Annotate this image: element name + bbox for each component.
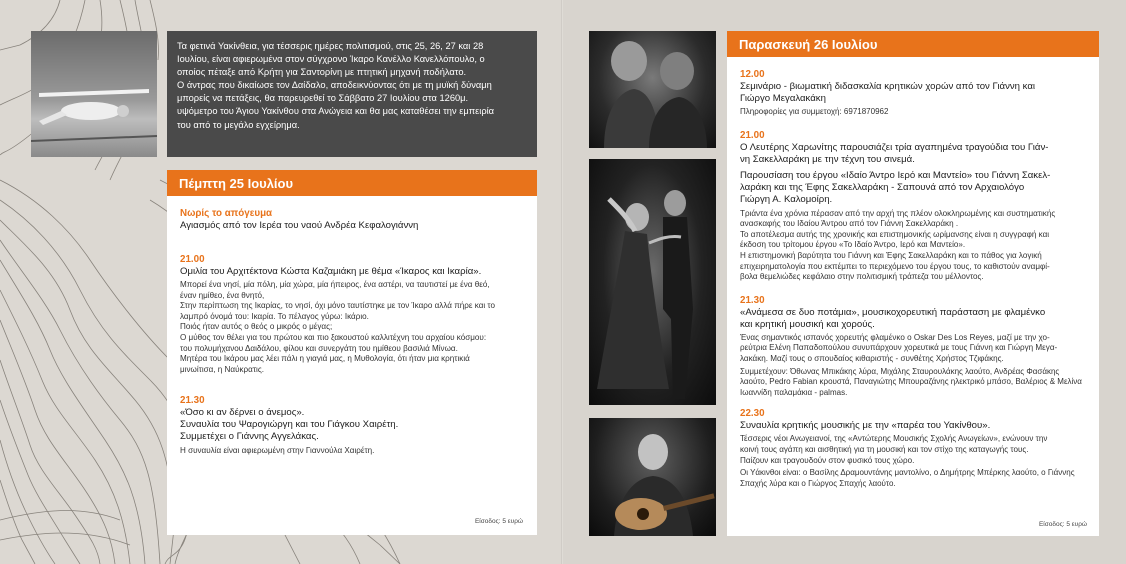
guitarist-photo (589, 418, 716, 536)
intro-line: μπορείς να πετάξεις, θα παρευρεθεί το Σάββατο 27 Ιουλίου στα 1260μ. (177, 93, 469, 104)
event-time: Νωρίς το απόγευμα (180, 208, 273, 219)
event-title: «Όσο κι αν δέρνει ο άνεμος». (180, 407, 305, 419)
event-description: λακάκη. Μαζί τους ο σπουδαίος κιθαριστής - συνθέτης Χρήστος Τζιφάκης. (740, 353, 1004, 363)
event-time: 21.00 (740, 129, 765, 141)
event-title: Ο Λευτέρης Χαρωνίτης παρουσιάζει τρία αγαπημένα τραγούδια του Γιάν- (740, 141, 1049, 153)
event-subtitle: λαράκη και της Έφης Σακελλαράκη - Σαπουνά από τον Αρχαιολόγο (740, 181, 1025, 193)
intro-line: Ιουλίου, είναι αφιερωμένα στον σύγχρονο Ίκαρο Κανέλλο Κανελλόπουλο, ο (177, 54, 485, 65)
event-description: Στην περίπτωση της Ικαρίας, το νησί, όχι μόνο ταυτίστηκε με τον Ίκαρο αλλά πήρε και το (180, 301, 496, 311)
event-description: βολα θεμελιώδες κεφάλαιο στην πολιτισμική τράπεζα του μέλλοντος. (740, 272, 984, 282)
event-description: Τριάντα ένα χρόνια πέρασαν από την αρχή της πλέον ολοκληρωμένης και συστηματικής (740, 208, 1056, 218)
event-credits: Οι Υάκινθοι είναι: ο Βασίλης Δραμουντάνης μαντολίνο, ο Δημήτρης Μπέρκης λαούτο, ο Γιάννης (740, 468, 1075, 478)
intro-line: Τα φετινά Υακίνθεια, για τέσσερις ημέρες πολιτισμού, στις 25, 26, 27 και 28 (177, 41, 484, 51)
event-description: Μητέρα του Ικάρου μας λέει πάλι η γιαγιά μας, η Μυθολογία, ότι ήταν μια κρητικιά (180, 354, 470, 364)
event-description: Πληροφορίες για συμμετοχή: 6971870962 (740, 107, 889, 116)
event-description: Ποιός ήταν αυτός ο θεός ο μικρός ο μέγας; (180, 322, 333, 332)
event-time: 12.00 (740, 69, 765, 80)
event-description: επιχειρηματολογία που εκπέμπει το περιεχόμενο του έργου τους, το καθιστούν αναμφί- (740, 261, 1050, 271)
event-time: 21.30 (740, 294, 765, 306)
event-description: μινωίτισα, η Ναύκρατις. (180, 364, 264, 374)
event-description: έκδοση του τρίτομου έργου «Το Ιδαίο Άντρο, Ιερό και Μαντείο». (740, 240, 966, 250)
event-title: Γιώργο Μεγαλακάκη (740, 93, 826, 104)
event-description: Η επιστημονική βαρύτητα του Γιάννη και Έφης Σακελλαράκη και το πάθος για λογική (740, 250, 1042, 260)
event-title: Αγιασμός από τον Ιερέα του ναού Ανδρέα Κεφαλογιάννη (180, 220, 419, 231)
flamenco-dancers-photo (589, 159, 716, 405)
event-title: νη Σακελλαράκη με την τέχνη του σινεμά. (740, 153, 915, 165)
musicians-photo (589, 31, 716, 148)
event-credits: Ιωαννίδη παλαμάκια - palmas. (740, 387, 848, 397)
event-subtitle: Γιώργη Α. Καλομοίρη. (740, 193, 833, 205)
event-time: 21.00 (180, 254, 205, 265)
event-title: Συναυλία κρητικής μουσικής με την «παρέα του Υακίνθου». (740, 420, 991, 432)
event-description: λαμπρό όνομά του: Ικαρία. Το πέλαγος γύρω: Ικάριο. (180, 311, 369, 321)
event-title: «Ανάμεσα σε δυο ποτάμια», μουσικοχορευτική παράσταση με φλαμένκο (740, 306, 1046, 318)
entry-fee: Είσοδος: 5 ευρώ (1038, 521, 1087, 528)
thursday-header: Πέμπτη 25 Ιουλίου (167, 170, 537, 196)
event-description: Μπορεί ένα νησί, μία πόλη, μία χώρα, μία ήπειρος, ένα αστέρι, να ταυτιστεί με ένα θεό, (180, 280, 490, 289)
event-time: 21.30 (180, 395, 205, 407)
event-description: ρεύτρια Ελένη Παπαδοπούλου συνυπάρχουν χορευτικά με τους Γιάννη και Γιώργη Μεγα- (740, 343, 1058, 353)
event-title: και κρητική μουσική και χορούς. (740, 318, 875, 330)
event-description: Η συναυλία είναι αφιερωμένη στην Γιαννούλα Χαιρέτη. (180, 446, 375, 456)
event-credits: Σπαχής λύρα και ο Γιώργος Σπαχής λαούτο. (740, 478, 896, 488)
friday-panel (727, 31, 1099, 536)
aircraft-photo (31, 31, 157, 157)
event-description: Τέσσερις νέοι Ανωγειανοί, της «Αντώτερης Μουσικής Σχολής Ανωγείων», ενώνουν την (740, 434, 1048, 444)
event-title: Σεμινάριο - βιωματική διδασκαλία κρητικών χορών από τον Γιάννη και (740, 81, 1036, 92)
friday-header: Παρασκευή 26 Ιουλίου (727, 31, 1099, 57)
intro-text-box (167, 31, 537, 157)
intro-line: υψόμετρο του Άγιου Υακίνθου στα Ανώγεια και θα μας καταθέσει την εμπειρία (177, 106, 495, 117)
event-description: του πολυμήχανου Δαιδάλου, φίλου και συνεργάτη του ημίθεου βασιλιά Μίνωα. (180, 343, 458, 353)
event-subtitle: Παρουσίαση του έργου «Ιδαίο Άντρο Ιερό και Μαντείο» του Γιάννη Σακελ- (740, 169, 1051, 181)
event-credits: λαούτο, Pedro Fabian κρουστά, Παναγιώτης Μπουραζάνης ηλεκτρικό μπάσο, Βαλέριος & Μελίνα (740, 377, 1082, 387)
event-description: έναν ημίθεο, ένα θνητό, (180, 290, 265, 300)
event-description: Ένας σημαντικός ισπανός χορευτής φλαμένκο ο Oskar Des Los Reyes, μαζί με την χο- (740, 332, 1050, 342)
right-page (563, 0, 1126, 564)
event-title: Ομιλία του Αρχιτέκτονα Κώστα Καζαμιάκη με θέμα «Ίκαρος και Ικαρία». (180, 266, 482, 277)
intro-line: του από το μεγάλο εγχείρημα. (177, 119, 300, 130)
event-description: ανασκαφής του Ιδαίου Άντρου από τον Γιάννη Σακελλαράκη . (740, 219, 959, 229)
event-description: Το αποτέλεσμα αυτής της χρονικής και επιστημονικής ωρίμανσης είναι η συγγραφή και (740, 229, 1050, 239)
event-description: Ο μύθος τον θέλει για του πρώτου και πιο ξακουστού καλλιτέχνη του αρχαίου κόσμου: (180, 332, 487, 342)
thursday-panel (167, 170, 537, 535)
event-title: Συμμετέχει ο Γιάννης Αγγελάκας. (180, 431, 319, 443)
intro-line: Ο άντρας που δικαίωσε τον Δαίδαλο, αποδεικνύοντας ότι με τη μυϊκή δύναμη (177, 80, 492, 91)
entry-fee: Είσοδος: 5 ευρώ (474, 518, 523, 525)
event-description: Παίζουν και τραγουδούν στον φυσικό τους χώρο. (740, 455, 915, 465)
event-time: 22.30 (740, 408, 765, 420)
event-title: Συναυλία του Ψαρογιώργη και του Γιάγκου Χαιρέτη. (180, 419, 399, 431)
intro-line: οποίος πέταξε από Κρήτη για Σαντορίνη με πτητική μηχανή ποδήλατο. (177, 67, 467, 78)
event-description: κοινή τους αγάπη και αισθητική για τη μουσική και τον στίχο της καταγωγής τους. (740, 444, 1029, 454)
event-credits: Συμμετέχουν: Όθωνας Μπικάκης λύρα, Μιχάλης Σταυρουλάκης λαούτο, Ανδρέας Φασάκης (740, 366, 1060, 376)
